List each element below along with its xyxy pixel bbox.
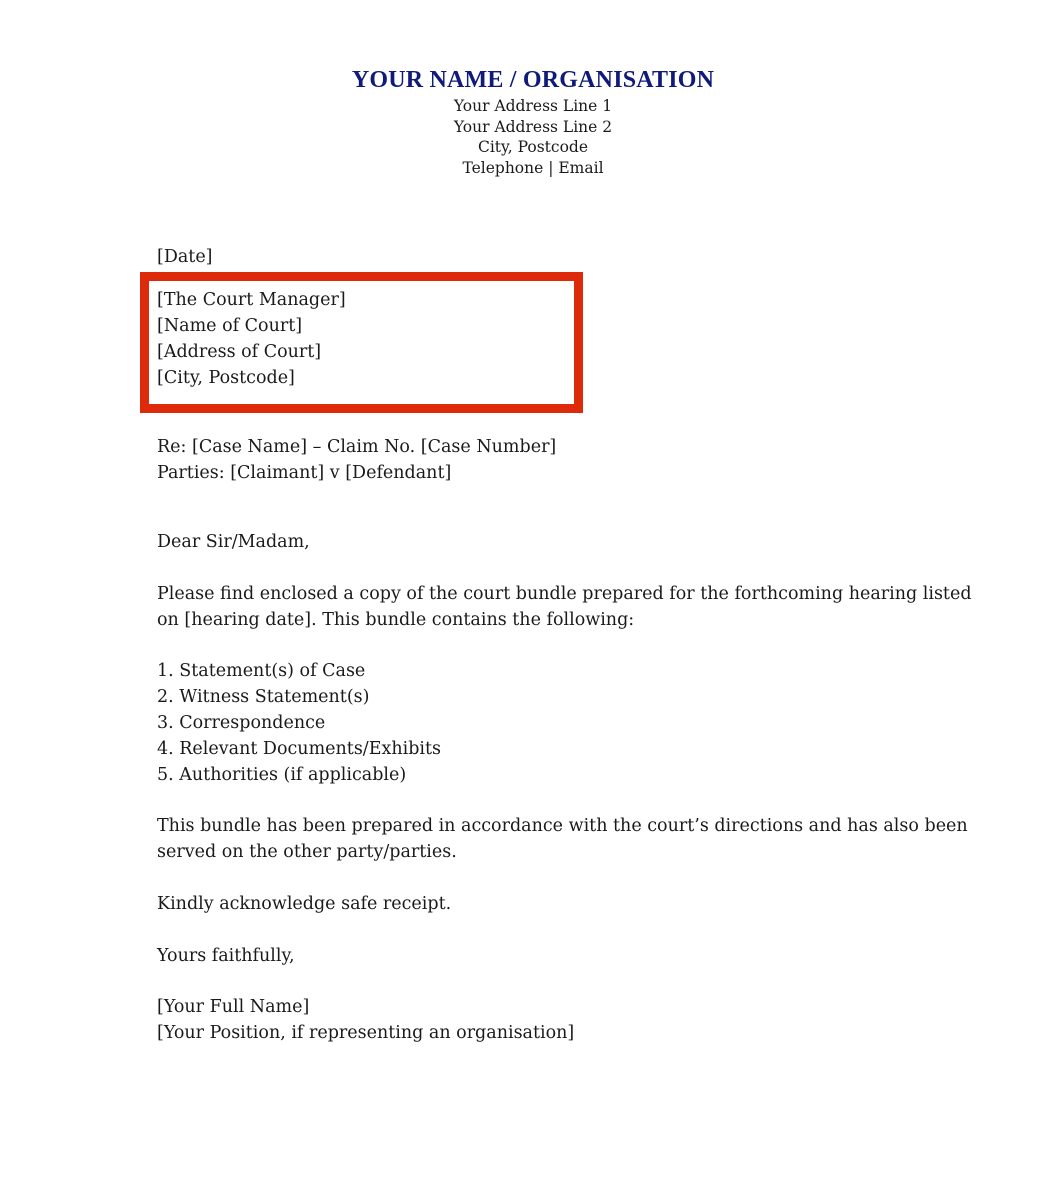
organisation-name: YOUR NAME / ORGANISATION: [351, 67, 715, 93]
letter-date: [Date]: [157, 247, 213, 267]
signature-position: [Your Position, if representing an organisation]: [157, 1023, 575, 1043]
compliance-line: This bundle has been prepared in accordance with the court’s directions and has also been: [157, 816, 968, 836]
list-item: 5. Authorities (if applicable): [157, 765, 407, 785]
letterhead-city-postcode: City, Postcode: [477, 138, 589, 156]
salutation: Dear Sir/Madam,: [157, 532, 310, 552]
parties-line: Parties: [Claimant] v [Defendant]: [157, 463, 452, 483]
list-item: 2. Witness Statement(s): [157, 687, 370, 707]
closing: Yours faithfully,: [157, 946, 295, 966]
recipient-court-address: [Address of Court]: [157, 342, 322, 362]
intro-line: on [hearing date]. This bundle contains the following:: [157, 610, 635, 630]
intro-line: Please find enclosed a copy of the court bundle prepared for the forthcoming hearing listed: [157, 584, 972, 604]
recipient-block: [157, 287, 346, 391]
list-item: 4. Relevant Documents/Exhibits: [157, 739, 442, 759]
letterhead-contact: Telephone | Email: [462, 158, 604, 177]
compliance-line: served on the other party/parties.: [157, 842, 457, 862]
contents-list: [157, 658, 441, 788]
reference-block: [157, 434, 556, 486]
signature-full-name: [Your Full Name]: [157, 997, 310, 1017]
address-line-2: Your Address Line 2: [453, 117, 613, 136]
letterhead: [0, 64, 1056, 178]
recipient-city-postcode: [City, Postcode]: [157, 368, 295, 388]
acknowledge-line: Kindly acknowledge safe receipt.: [157, 894, 452, 914]
compliance-paragraph: [157, 813, 968, 865]
list-item: 1. Statement(s) of Case: [157, 661, 366, 681]
recipient-manager: [The Court Manager]: [157, 290, 346, 310]
recipient-court-name: [Name of Court]: [157, 316, 303, 336]
signature-block: [157, 994, 574, 1046]
re-line: Re: [Case Name] – Claim No. [Case Number]: [157, 437, 557, 457]
address-line-1: Your Address Line 1: [453, 97, 613, 115]
intro-paragraph: [157, 581, 972, 633]
list-item: 3. Correspondence: [157, 713, 326, 733]
